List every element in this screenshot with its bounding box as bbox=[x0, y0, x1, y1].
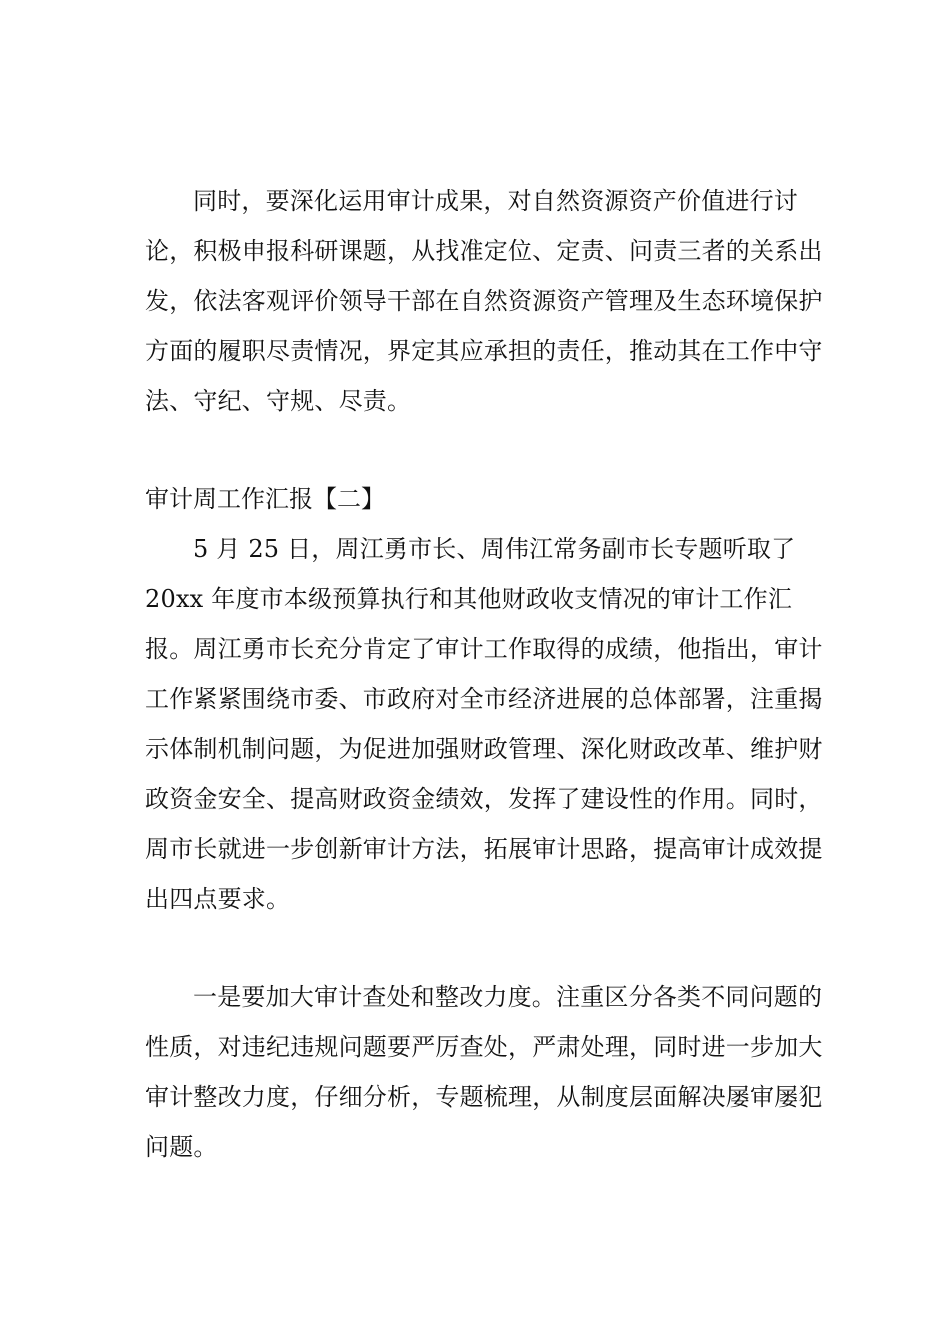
section-heading: 审计周工作汇报【二】 bbox=[145, 485, 385, 513]
paragraph-requirement-one: 一是要加大审计查处和整改力度。注重区分各类不同问题的性质，对违纪违规问题要严厉查处，严肃处理，同时进一步加大审计整改力度，仔细分析，专题梳理，从制度层面解决屡审屡犯问题。 bbox=[145, 983, 823, 1161]
paragraph-audit-report: 5 月 25 日，周江勇市长、周伟江常务副市长专题听取了20xx 年度市本级预算执行和其他财政收支情况的审计工作汇报。周江勇市长充分肯定了审计工作取得的成绩，他指出，审计工作紧紧围绕市委、市政府对全市经济进展的总体部署，注重揭示体制机制问题，为促进加强财政管理、深化财政改革、维护财政资金安全、提高财政资金绩效，发挥了建设性的作用。同时，周市长就进一步创新审计方法，拓展审计思路，提高审计成效提出四点要求。 bbox=[145, 535, 823, 913]
paragraph-results-application: 同时，要深化运用审计成果，对自然资源资产价值进行讨论，积极申报科研课题，从找准定位、定责、问责三者的关系出发，依法客观评价领导干部在自然资源资产管理及生态环境保护方面的履职尽责情况，界定其应承担的责任，推动其在工作中守法、守纪、守规、尽责。 bbox=[145, 187, 823, 415]
